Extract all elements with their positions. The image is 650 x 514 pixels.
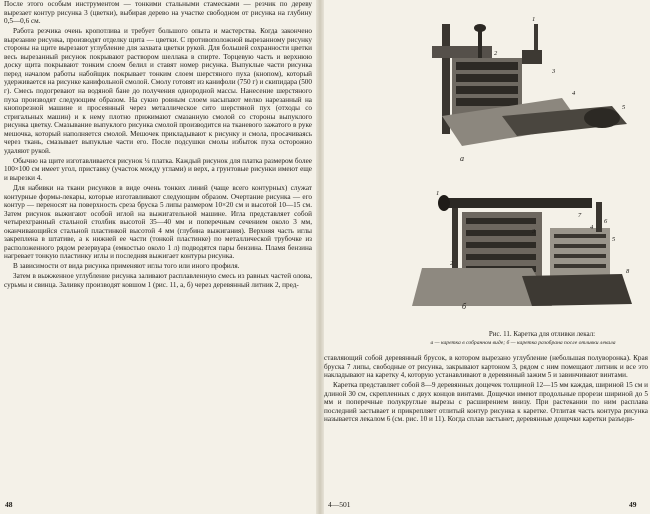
paragraph: ставляющий собой деревянный брусок, в котором вырезано углубление (небольшая полуворонка). Края бруска 7 липы, свободные от рисунка, закрывают картоном 3, рядом с ним помещают литник и все это накладывают на каретку 4, которую устанавливают в деревянный зажим 5 и завинчивают винтами. [324, 354, 648, 380]
paragraph: Для набивки на ткани рисунков в виде очень тонких линий (чаще всего контурных) служат контурные формы-лекары, которые изготавливают следующим образом. Очертание рисунка — его контур — переносят на поверхность среза бруска 5 липы размером 10×20 см и высотой 10—15 см. Затем рисунок выжигают особой иглой на выжигательной машине. Игла представляет собой четырехгранный стальной столбик высотой 35—40 мм и поперечным сечением около 3 мм, оканчивающийся стальной пластинкой высотой 4 мм (глубина выжигания). Верхняя часть иглы закреплена в штативе, а к нижней ее части (тонкой пластинке) по металлической трубочке из расположенного рядом резервуара (емкостью около 1 л) подводятся пары бензина. Пламя бензина нагревает тонкую пластинку иглы и последняя выжигает контуры рисунка. [4, 183, 312, 261]
figure-caption-title: Рис. 11. Каретка для отливки лекал: [488, 330, 596, 338]
paragraph: Каретка представляет собой 8—9 деревянных дощечек толщиной 12—15 мм каждая, шириной 15 см и длиной 30 см, скрепленных с двух концов винтами. Дощечки имеют продольные прорези шириной до 5 мм и поперечные полукруглые вырезы с расширением внизу. При растекании по ним расплава последний застывает и прикрепляет отлитый контур рисунка к каретке. Отлитая часть контура рисунка называется лекалом 6 (см. рис. 10 и 11). Когда сплав застынет, деревянные дощечки каретки разъеди- [324, 381, 648, 424]
paragraph: Затем в выжженное углубление рисунка заливают расплавленную смесь из равных частей олова, сурьмы и свинца. Заливку производят ковшом 1 (рис. 11, а, б) через деревянный литник 2, пред- [4, 272, 312, 289]
callout-b-3: 3 [532, 228, 536, 235]
paragraph: В зависимости от вида рисунка применяют иглы того или иного профиля. [13, 262, 240, 271]
right-text-column [324, 354, 648, 425]
callout-b-7: 7 [578, 212, 582, 219]
figure-label-b: б [462, 302, 467, 311]
callout-b-5: 5 [612, 236, 616, 243]
callout-a-2: 2 [494, 50, 498, 57]
callout-a-3: 3 [552, 68, 556, 75]
carriage-disassembled-illustration [412, 195, 632, 306]
page-number: 48 [5, 500, 13, 509]
paragraph: После этого особым инструментом — тонкими стальными стамесками — резчик по дереву вырезает контур рисунка 3 (цветки), выбирая дерево на участке свободном от рисунка на глубину 0,5—0,6 см. [4, 0, 312, 26]
callout-b-4: 4 [590, 224, 594, 231]
paragraph: Обычно на щите изготавливается рисунок ¼ платка. Каждый рисунок для платка размером более 100×100 см имеет угол, приставку (участок между углами) и верх, а грунтовые рисунки имеют еще и вырезки 4. [4, 156, 312, 182]
callout-a-5: 5 [622, 104, 626, 111]
page-number: 49 [629, 500, 637, 509]
left-page [0, 0, 318, 514]
callout-b-2: 2 [450, 260, 454, 267]
callout-a-1: 1 [532, 16, 536, 23]
callout-a-4: 4 [572, 90, 576, 97]
figure-illustration [382, 6, 644, 324]
right-page [322, 0, 650, 514]
callout-b-6: 6 [604, 218, 608, 225]
paragraph: Работа резчика очень кропотлива и требует большого опыта и мастерства. Когда закончено вырезание рисунка, производят отделку щита — цветки. С противоположной вырезанному рисунку стороны на щите вырезают углубление для захвата цветки рукой. Для большей сохранности цветки весь вырезанный рисунок покрывают раствором шеллака в спирте. Торцевую часть и верхнюю доску щита покрывают тонким слоем белил и ставят номер рисунка. Выпуклые части рисунка перед началом работы набойщик покрывает тонким слоем шерстяного пуха (кнопом), который удерживается на рисунке канифольной смолой. Смолу готовят из канифоли (750 г) и скипидара (500 г). Смесь подогревают на водяной бане до получения однородной массы. Нанесение шерстяного пуха производят следующим образом. На сукно ровным слоем насыпают мелко нарезанный на кнопорезной машине и просеянный через металлическое сито шерстяной пух (отходы со стригальных машин) и к нему плотно прижимают смазанную смолой со стороны выпуклого рисунка цветку. Смазывание выпуклого рисунка смолой производится на тканевого зажатого в руке мешочка, который наполняется смолой. Мешочек прикладывают к рисунку и смола, просачиваясь через ткань, смазывает выпуклые части его. После подсушки смолы избыток пуха осторожно удаляют рукой. [4, 27, 312, 155]
callout-b-1: 1 [436, 190, 440, 197]
figure-label-a: а [460, 154, 464, 163]
figure-11 [382, 6, 644, 324]
carriage-assembled-illustration [432, 24, 627, 146]
printer-signature: 4—501 [328, 500, 351, 509]
figure-caption-legend: а — каретка в собранном виде; б — каретка разобрана после отливки лекала [430, 340, 616, 346]
callout-b-8: 8 [626, 268, 630, 275]
left-text-column [4, 0, 312, 291]
